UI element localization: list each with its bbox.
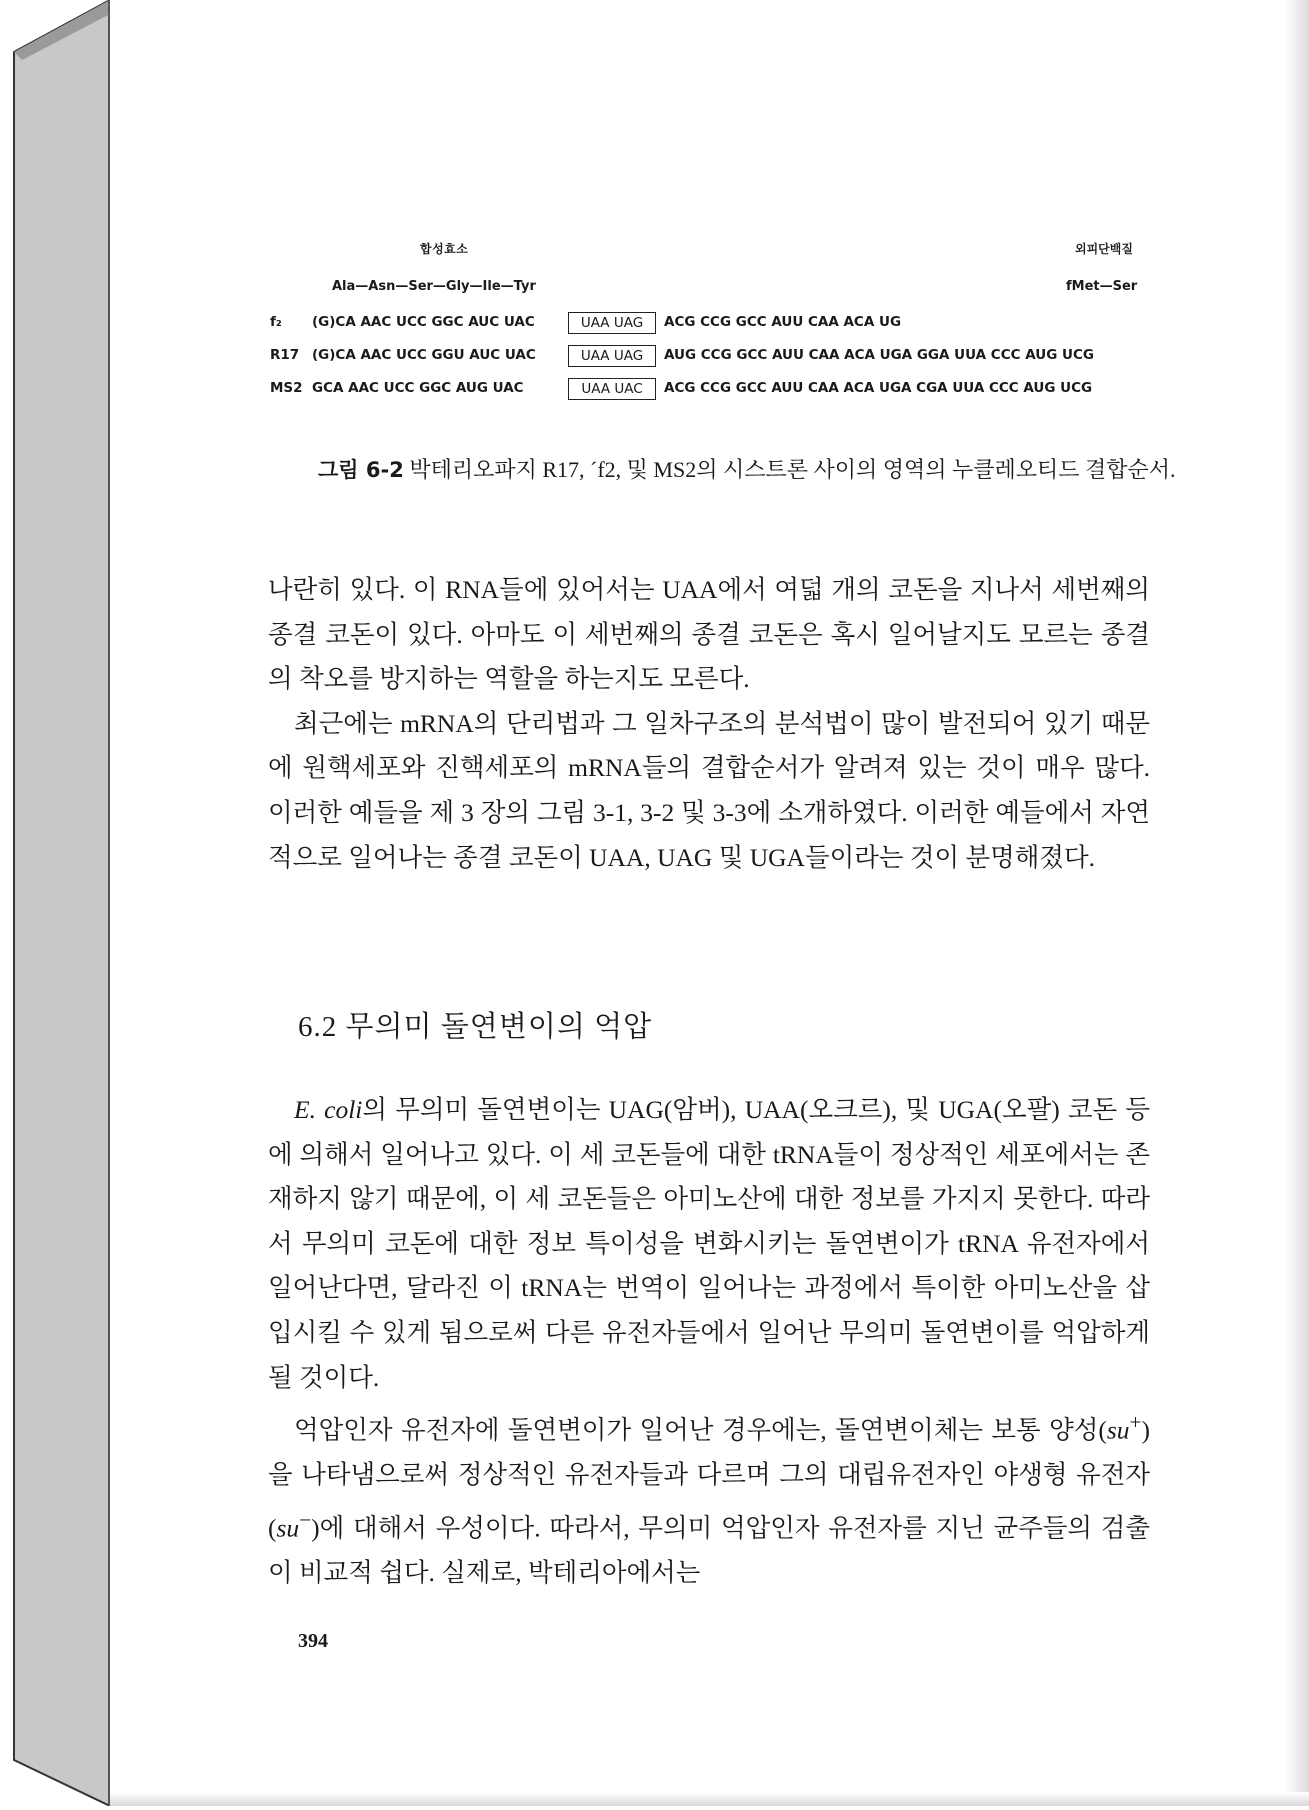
sequence-suffix: ACG CCG GCC AUU CAA ACA UGA CGA UUA CCC AUG UCG [664,380,1093,396]
caption-label: 그림 6-2 [318,458,404,482]
sequence-row-r17 [260,345,1160,369]
section-heading: 6.2 무의미 돌연변이의 억압 [298,1011,653,1043]
paragraph-4-part3: )에 대해서 우성이다. 따라서, 무의미 억압인자 유전자를 지닌 균주들의 검출이 비교적 쉽다. 실제로, 박테리아에서는 [268,1513,1150,1587]
figure-peptide-right: fMet—Ser [1066,279,1138,294]
sequence-prefix: (G)CA AAC UCC GGU AUC UAC [312,347,536,363]
su-minus-superscript: − [299,1507,312,1532]
stop-codon-box: UAA UAG [568,345,656,367]
paragraph-4-part1: 억압인자 유전자에 돌연변이가 일어난 경우에는, 돌연변이체는 보통 양성( [294,1415,1107,1445]
sequence-suffix: ACG CCG GCC AUU CAA ACA UG [664,314,902,330]
sequence-name: MS2 [270,380,303,396]
figure-label-coat-protein: 외피단백질 [1075,242,1133,256]
sequence-prefix: (G)CA AAC UCC GGC AUC UAC [312,314,535,330]
sequence-row-f2 [260,312,1160,336]
paragraph-4 [268,1400,1150,1595]
stop-codon-box: UAA UAC [568,378,656,400]
paragraph-4-part2: )을 나타냄으로써 정상적인 유전자들과 다르며 그의 대립유전자인 야생형 유전자( [268,1415,1150,1543]
book-spine [0,0,110,1806]
stop-codon-box: UAA UAG [568,312,656,334]
caption-text: 박테리오파지 R17, ´f2, 및 MS2의 시스트론 사이의 영역의 누클레오티드 결합순서. [403,457,1176,482]
page-bottom-shadow [110,1792,1309,1806]
sequence-row-ms2 [260,378,1160,402]
su-plus-symbol: su [1106,1415,1130,1445]
su-minus-symbol: su [276,1513,300,1543]
paragraph-3-text: 의 무의미 돌연변이는 UAG(암버), UAA(오크르), 및 UGA(오팔) 코돈 등에 의해서 일어나고 있다. 이 세 코돈들에 대한 tRNA들이 정상적인 세포에서는 존재하지 않기 때문에, 이 세 코돈들은 아미노산에 대한 정보를 가지지 못한다. 따라서 무의미 코돈에 대한 정보 특이성을 변화시키는 돌연변이가 tRNA 유전자에서 일어난다면, 달라진 이 tRNA는 번역이 일어나는 과정에서 특이한 아미노산을 삽입시킬 수 있게 됨으로써 다른 유전자들에서 일어난 무의미 돌연변이를 억압하게 될 것이다. [268,1095,1150,1392]
figure-peptide-left: Ala—Asn—Ser—Gly—Ile—Tyr [332,279,536,294]
sequence-prefix: GCA AAC UCC GGC AUG UAC [312,380,524,396]
paragraph-1: 나란히 있다. 이 RNA들에 있어서는 UAA에서 여덟 개의 코돈을 지나서 세번째의 종결 코돈이 있다. 아마도 이 세번째의 종결 코돈은 혹시 일어날지도 모르는 종결의 착오를 방지하는 역할을 하는지도 모른다. [268,575,1150,694]
book-spine-shape [0,0,110,1806]
sequence-suffix: AUG CCG GCC AUU CAA ACA UGA GGA UUA CCC AUG UCG [664,347,1094,363]
body-text-block-1 [268,568,1150,880]
figure-caption [318,452,1178,489]
figure-label-synthetase: 합성효소 [420,242,469,256]
su-plus-superscript: + [1129,1410,1142,1435]
species-name: E. coli [294,1095,363,1124]
paragraph-3 [268,1088,1150,1400]
sequence-name: f₂ [270,314,282,330]
page-right-shadow [1285,0,1309,1806]
page-number: 394 [298,1630,328,1652]
sequence-name: R17 [270,347,300,363]
paragraph-2: 최근에는 mRNA의 단리법과 그 일차구조의 분석법이 많이 발전되어 있기 때문에 원핵세포와 진핵세포의 mRNA들의 결합순서가 알려져 있는 것이 매우 많다. 이러한 예들을 제 3 장의 그림 3-1, 3-2 및 3-3에 소개하였다. 이러한 예들에서 자연적으로 일어나는 종결 코돈이 UAA, UAG 및 UGA들이라는 것이 분명해졌다. [268,708,1150,872]
body-text-block-2 [268,1088,1150,1596]
